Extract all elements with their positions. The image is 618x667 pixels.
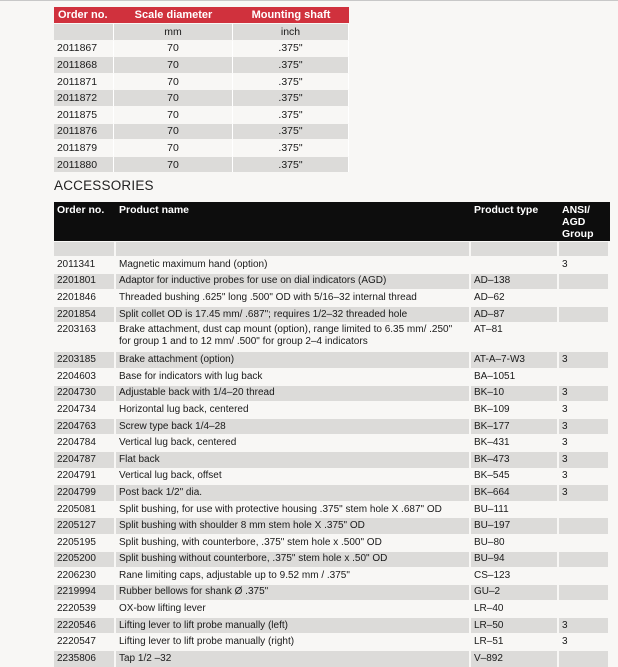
ansi-agd-group-cell bbox=[559, 517, 610, 534]
units-row bbox=[54, 23, 349, 40]
product-type-cell: LR–40 bbox=[471, 600, 559, 617]
product-name-line: Flat back bbox=[119, 453, 160, 465]
product-type-cell: BU–111 bbox=[471, 501, 559, 518]
ansi-agd-group-cell: 3 bbox=[559, 351, 610, 368]
product-name-line: Split bushing, with counterbore, .375" stem hole x .500" OD bbox=[119, 536, 382, 548]
order-number-cell: 2220539 bbox=[54, 600, 116, 617]
ansi-agd-group-cell: 3 bbox=[559, 385, 610, 402]
order-number-cell: 2206230 bbox=[54, 567, 116, 584]
ansi-agd-group-cell: 3 bbox=[559, 617, 610, 634]
order-number-cell: 2219994 bbox=[54, 584, 116, 601]
table-row bbox=[54, 468, 610, 485]
table-row bbox=[54, 551, 610, 568]
product-type-cell: GU–2 bbox=[471, 584, 559, 601]
order-number-cell: 2011880 bbox=[54, 156, 114, 173]
order-number-cell: 2011867 bbox=[54, 40, 114, 57]
product-type-cell: AD–87 bbox=[471, 306, 559, 323]
product-type-cell: AD–62 bbox=[471, 289, 559, 306]
product-name-cell bbox=[116, 368, 471, 385]
product-name-line: Vertical lug back, offset bbox=[119, 470, 222, 482]
ansi-agd-group-cell bbox=[559, 289, 610, 306]
product-name-cell bbox=[116, 289, 471, 306]
order-number-cell: 2011341 bbox=[54, 256, 116, 273]
product-name-cell bbox=[116, 418, 471, 435]
ansi-agd-group-cell bbox=[559, 650, 610, 667]
unit-order-no bbox=[54, 23, 114, 40]
table-row bbox=[54, 289, 610, 306]
table-row bbox=[54, 322, 610, 351]
mounting-shaft-cell: .375" bbox=[233, 139, 349, 156]
product-name-cell bbox=[116, 273, 471, 290]
product-type-cell: BU–94 bbox=[471, 551, 559, 568]
order-number-cell: 2203163 bbox=[54, 322, 116, 351]
scale-diameter-cell: 70 bbox=[114, 73, 233, 90]
product-type-cell: LR–50 bbox=[471, 617, 559, 634]
ansi-agd-group-cell bbox=[559, 368, 610, 385]
mounting-shaft-cell: .375" bbox=[233, 156, 349, 173]
order-number-cell: 2205127 bbox=[54, 517, 116, 534]
product-name-cell bbox=[116, 650, 471, 667]
header-mounting-shaft: Mounting shaft bbox=[233, 7, 349, 23]
table-row bbox=[54, 567, 610, 584]
product-type-cell: BK–545 bbox=[471, 468, 559, 485]
header-order-no: Order no. bbox=[54, 7, 114, 23]
product-name-cell bbox=[116, 501, 471, 518]
spacer-cell bbox=[471, 241, 559, 256]
table-row bbox=[54, 418, 610, 435]
header-scale-diameter: Scale diameter bbox=[114, 7, 233, 23]
ansi-agd-group-cell bbox=[559, 273, 610, 290]
product-name-cell bbox=[116, 633, 471, 650]
table-row bbox=[54, 484, 610, 501]
table-row bbox=[54, 650, 610, 667]
order-number-cell: 2011871 bbox=[54, 73, 114, 90]
table-row bbox=[54, 385, 610, 402]
mounting-shaft-cell: .375" bbox=[233, 106, 349, 123]
ansi-agd-group-cell bbox=[559, 534, 610, 551]
product-type-cell: BK–177 bbox=[471, 418, 559, 435]
mounting-shaft-cell: .375" bbox=[233, 56, 349, 73]
table-row bbox=[54, 306, 610, 323]
product-type-cell: BU–80 bbox=[471, 534, 559, 551]
mounting-shaft-cell: .375" bbox=[233, 89, 349, 106]
order-number-cell: 2011879 bbox=[54, 139, 114, 156]
order-number-cell: 2203185 bbox=[54, 351, 116, 368]
product-name-line: Horizontal lug back, centered bbox=[119, 403, 249, 415]
table-row bbox=[54, 56, 349, 73]
product-name-cell bbox=[116, 256, 471, 273]
product-name-cell bbox=[116, 451, 471, 468]
order-number-cell: 2204734 bbox=[54, 401, 116, 418]
accessories-heading: ACCESSORIES bbox=[54, 178, 154, 193]
header-group-line-3: Group bbox=[562, 228, 594, 240]
product-name-cell bbox=[116, 468, 471, 485]
ansi-agd-group-cell bbox=[559, 322, 610, 351]
product-type-cell: BK–664 bbox=[471, 484, 559, 501]
order-number-cell: 2204791 bbox=[54, 468, 116, 485]
product-type-cell: BA–1051 bbox=[471, 368, 559, 385]
product-type-cell: BU–197 bbox=[471, 517, 559, 534]
scale-diameter-cell: 70 bbox=[114, 139, 233, 156]
scale-diameter-cell: 70 bbox=[114, 123, 233, 140]
table-row bbox=[54, 40, 349, 57]
product-name-cell bbox=[116, 617, 471, 634]
table-row bbox=[54, 517, 610, 534]
header-group-line-1: ANSI/ bbox=[562, 204, 591, 216]
product-name-cell bbox=[116, 322, 471, 351]
ansi-agd-group-cell: 3 bbox=[559, 484, 610, 501]
product-name-cell bbox=[116, 517, 471, 534]
table-row bbox=[54, 123, 349, 140]
ansi-agd-group-cell bbox=[559, 306, 610, 323]
table-row bbox=[54, 106, 349, 123]
product-type-cell: AT–81 bbox=[471, 322, 559, 351]
product-name-line: Lifting lever to lift probe manually (right) bbox=[119, 636, 295, 648]
spacer-cell bbox=[116, 241, 471, 256]
product-type-cell: BK–10 bbox=[471, 385, 559, 402]
header-order-no: Order no. bbox=[54, 202, 116, 241]
ansi-agd-group-cell: 3 bbox=[559, 434, 610, 451]
scale-diameter-cell: 70 bbox=[114, 156, 233, 173]
order-number-cell: 2220547 bbox=[54, 633, 116, 650]
ansi-agd-group-cell bbox=[559, 551, 610, 568]
order-number-cell: 2204763 bbox=[54, 418, 116, 435]
product-name-cell bbox=[116, 584, 471, 601]
table-row bbox=[54, 368, 610, 385]
product-name-cell bbox=[116, 306, 471, 323]
product-type-cell: AD–138 bbox=[471, 273, 559, 290]
order-number-cell: 2011868 bbox=[54, 56, 114, 73]
order-number-cell: 2201846 bbox=[54, 289, 116, 306]
ansi-agd-group-cell bbox=[559, 600, 610, 617]
accessories-table bbox=[54, 202, 610, 667]
table-row bbox=[54, 273, 610, 290]
product-name-line: Split collet OD is 17.45 mm/ .687"; requires 1/2–32 threaded hole bbox=[119, 308, 408, 320]
product-name-line: Lifting lever to lift probe manually (left) bbox=[119, 619, 288, 631]
product-name-line: Base for indicators with lug back bbox=[119, 370, 263, 382]
shaft-table-header bbox=[54, 7, 349, 23]
table-row bbox=[54, 89, 349, 106]
product-type-cell: AT-A–7-W3 bbox=[471, 351, 559, 368]
order-number-cell: 2220546 bbox=[54, 617, 116, 634]
product-name-cell bbox=[116, 484, 471, 501]
spacer-cell bbox=[54, 241, 116, 256]
scale-diameter-cell: 70 bbox=[114, 40, 233, 57]
product-name-line: Tap 1/2 –32 bbox=[119, 652, 172, 664]
product-name-cell bbox=[116, 351, 471, 368]
product-name-line: Threaded bushing .625" long .500" OD with 5/16–32 internal thread bbox=[119, 291, 417, 303]
product-name-line: OX-bow lifting lever bbox=[119, 603, 206, 615]
product-name-line: Split bushing with shoulder 8 mm stem hole X .375" OD bbox=[119, 520, 365, 532]
order-number-cell: 2204603 bbox=[54, 368, 116, 385]
mounting-shaft-table bbox=[54, 7, 349, 172]
order-number-cell: 2011876 bbox=[54, 123, 114, 140]
header-product-type: Product type bbox=[471, 202, 559, 241]
table-row bbox=[54, 633, 610, 650]
scale-diameter-cell: 70 bbox=[114, 56, 233, 73]
ansi-agd-group-cell: 3 bbox=[559, 468, 610, 485]
product-name-line: Rubber bellows for shank Ø .375" bbox=[119, 586, 269, 598]
product-type-cell: V–892 bbox=[471, 650, 559, 667]
scale-diameter-cell: 70 bbox=[114, 106, 233, 123]
product-name-cell bbox=[116, 434, 471, 451]
order-number-cell: 2205195 bbox=[54, 534, 116, 551]
product-type-cell: BK–431 bbox=[471, 434, 559, 451]
product-name-line: Vertical lug back, centered bbox=[119, 437, 237, 449]
table-row bbox=[54, 584, 610, 601]
product-name-line: Adaptor for inductive probes for use on dial indicators (AGD) bbox=[119, 275, 387, 287]
table-row bbox=[54, 156, 349, 173]
header-group-line-2: AGD bbox=[562, 216, 586, 228]
product-name-cell bbox=[116, 385, 471, 402]
order-number-cell: 2205081 bbox=[54, 501, 116, 518]
product-type-cell: LR–51 bbox=[471, 633, 559, 650]
order-number-cell: 2011875 bbox=[54, 106, 114, 123]
order-number-cell: 2201801 bbox=[54, 273, 116, 290]
ansi-agd-group-cell: 3 bbox=[559, 401, 610, 418]
order-number-cell: 2205200 bbox=[54, 551, 116, 568]
product-name-line: Brake attachment, dust cap mount (option), range limited to 6.35 mm/ .250" bbox=[119, 324, 453, 336]
product-name-line: Post back 1/2" dia. bbox=[119, 486, 203, 498]
product-type-cell: BK–109 bbox=[471, 401, 559, 418]
unit-scale-diameter: mm bbox=[114, 23, 233, 40]
product-name-line: Split bushing, for use with protective housing .375" stem hole X .687" OD bbox=[119, 503, 442, 515]
order-number-cell: 2204799 bbox=[54, 484, 116, 501]
product-type-cell: BK–473 bbox=[471, 451, 559, 468]
table-row bbox=[54, 501, 610, 518]
ansi-agd-group-cell: 3 bbox=[559, 418, 610, 435]
table-row bbox=[54, 139, 349, 156]
table-row bbox=[54, 401, 610, 418]
ansi-agd-group-cell bbox=[559, 584, 610, 601]
mounting-shaft-cell: .375" bbox=[233, 123, 349, 140]
mounting-shaft-cell: .375" bbox=[233, 40, 349, 57]
table-row bbox=[54, 434, 610, 451]
order-number-cell: 2204730 bbox=[54, 385, 116, 402]
product-type-cell bbox=[471, 256, 559, 273]
order-number-cell: 2204787 bbox=[54, 451, 116, 468]
ansi-agd-group-cell bbox=[559, 567, 610, 584]
product-name-line: Brake attachment (option) bbox=[119, 354, 235, 366]
header-spacer-row bbox=[54, 241, 610, 256]
spacer-cell bbox=[559, 241, 610, 256]
top-divider bbox=[0, 0, 618, 1]
ansi-agd-group-cell: 3 bbox=[559, 633, 610, 650]
table-row bbox=[54, 600, 610, 617]
order-number-cell: 2235806 bbox=[54, 650, 116, 667]
header-product-name: Product name bbox=[116, 202, 471, 241]
order-number-cell: 2201854 bbox=[54, 306, 116, 323]
order-number-cell: 2204784 bbox=[54, 434, 116, 451]
product-name-line-2: for group 1 and to 12 mm/ .500" for group 2–4 indicators bbox=[119, 336, 368, 348]
table-row bbox=[54, 351, 610, 368]
product-type-cell: CS–123 bbox=[471, 567, 559, 584]
ansi-agd-group-cell: 3 bbox=[559, 256, 610, 273]
header-ansi-agd-group bbox=[559, 202, 610, 241]
product-name-line: Screw type back 1/4–28 bbox=[119, 420, 226, 432]
table-row bbox=[54, 73, 349, 90]
product-name-cell bbox=[116, 551, 471, 568]
table-row bbox=[54, 256, 610, 273]
product-name-cell bbox=[116, 401, 471, 418]
product-name-cell bbox=[116, 600, 471, 617]
product-name-line: Split bushing without counterbore, .375" stem hole x .50" OD bbox=[119, 553, 388, 565]
scale-diameter-cell: 70 bbox=[114, 89, 233, 106]
product-name-line: Magnetic maximum hand (option) bbox=[119, 258, 268, 270]
product-name-cell bbox=[116, 567, 471, 584]
table-row bbox=[54, 617, 610, 634]
order-number-cell: 2011872 bbox=[54, 89, 114, 106]
product-name-line: Rane limiting caps, adjustable up to 9.52 mm / .375" bbox=[119, 569, 350, 581]
ansi-agd-group-cell bbox=[559, 501, 610, 518]
table-row bbox=[54, 451, 610, 468]
accessories-table-header bbox=[54, 202, 610, 241]
ansi-agd-group-cell: 3 bbox=[559, 451, 610, 468]
unit-mounting-shaft: inch bbox=[233, 23, 349, 40]
table-row bbox=[54, 534, 610, 551]
product-name-cell bbox=[116, 534, 471, 551]
product-name-line: Adjustable back with 1/4–20 thread bbox=[119, 387, 275, 399]
mounting-shaft-cell: .375" bbox=[233, 73, 349, 90]
